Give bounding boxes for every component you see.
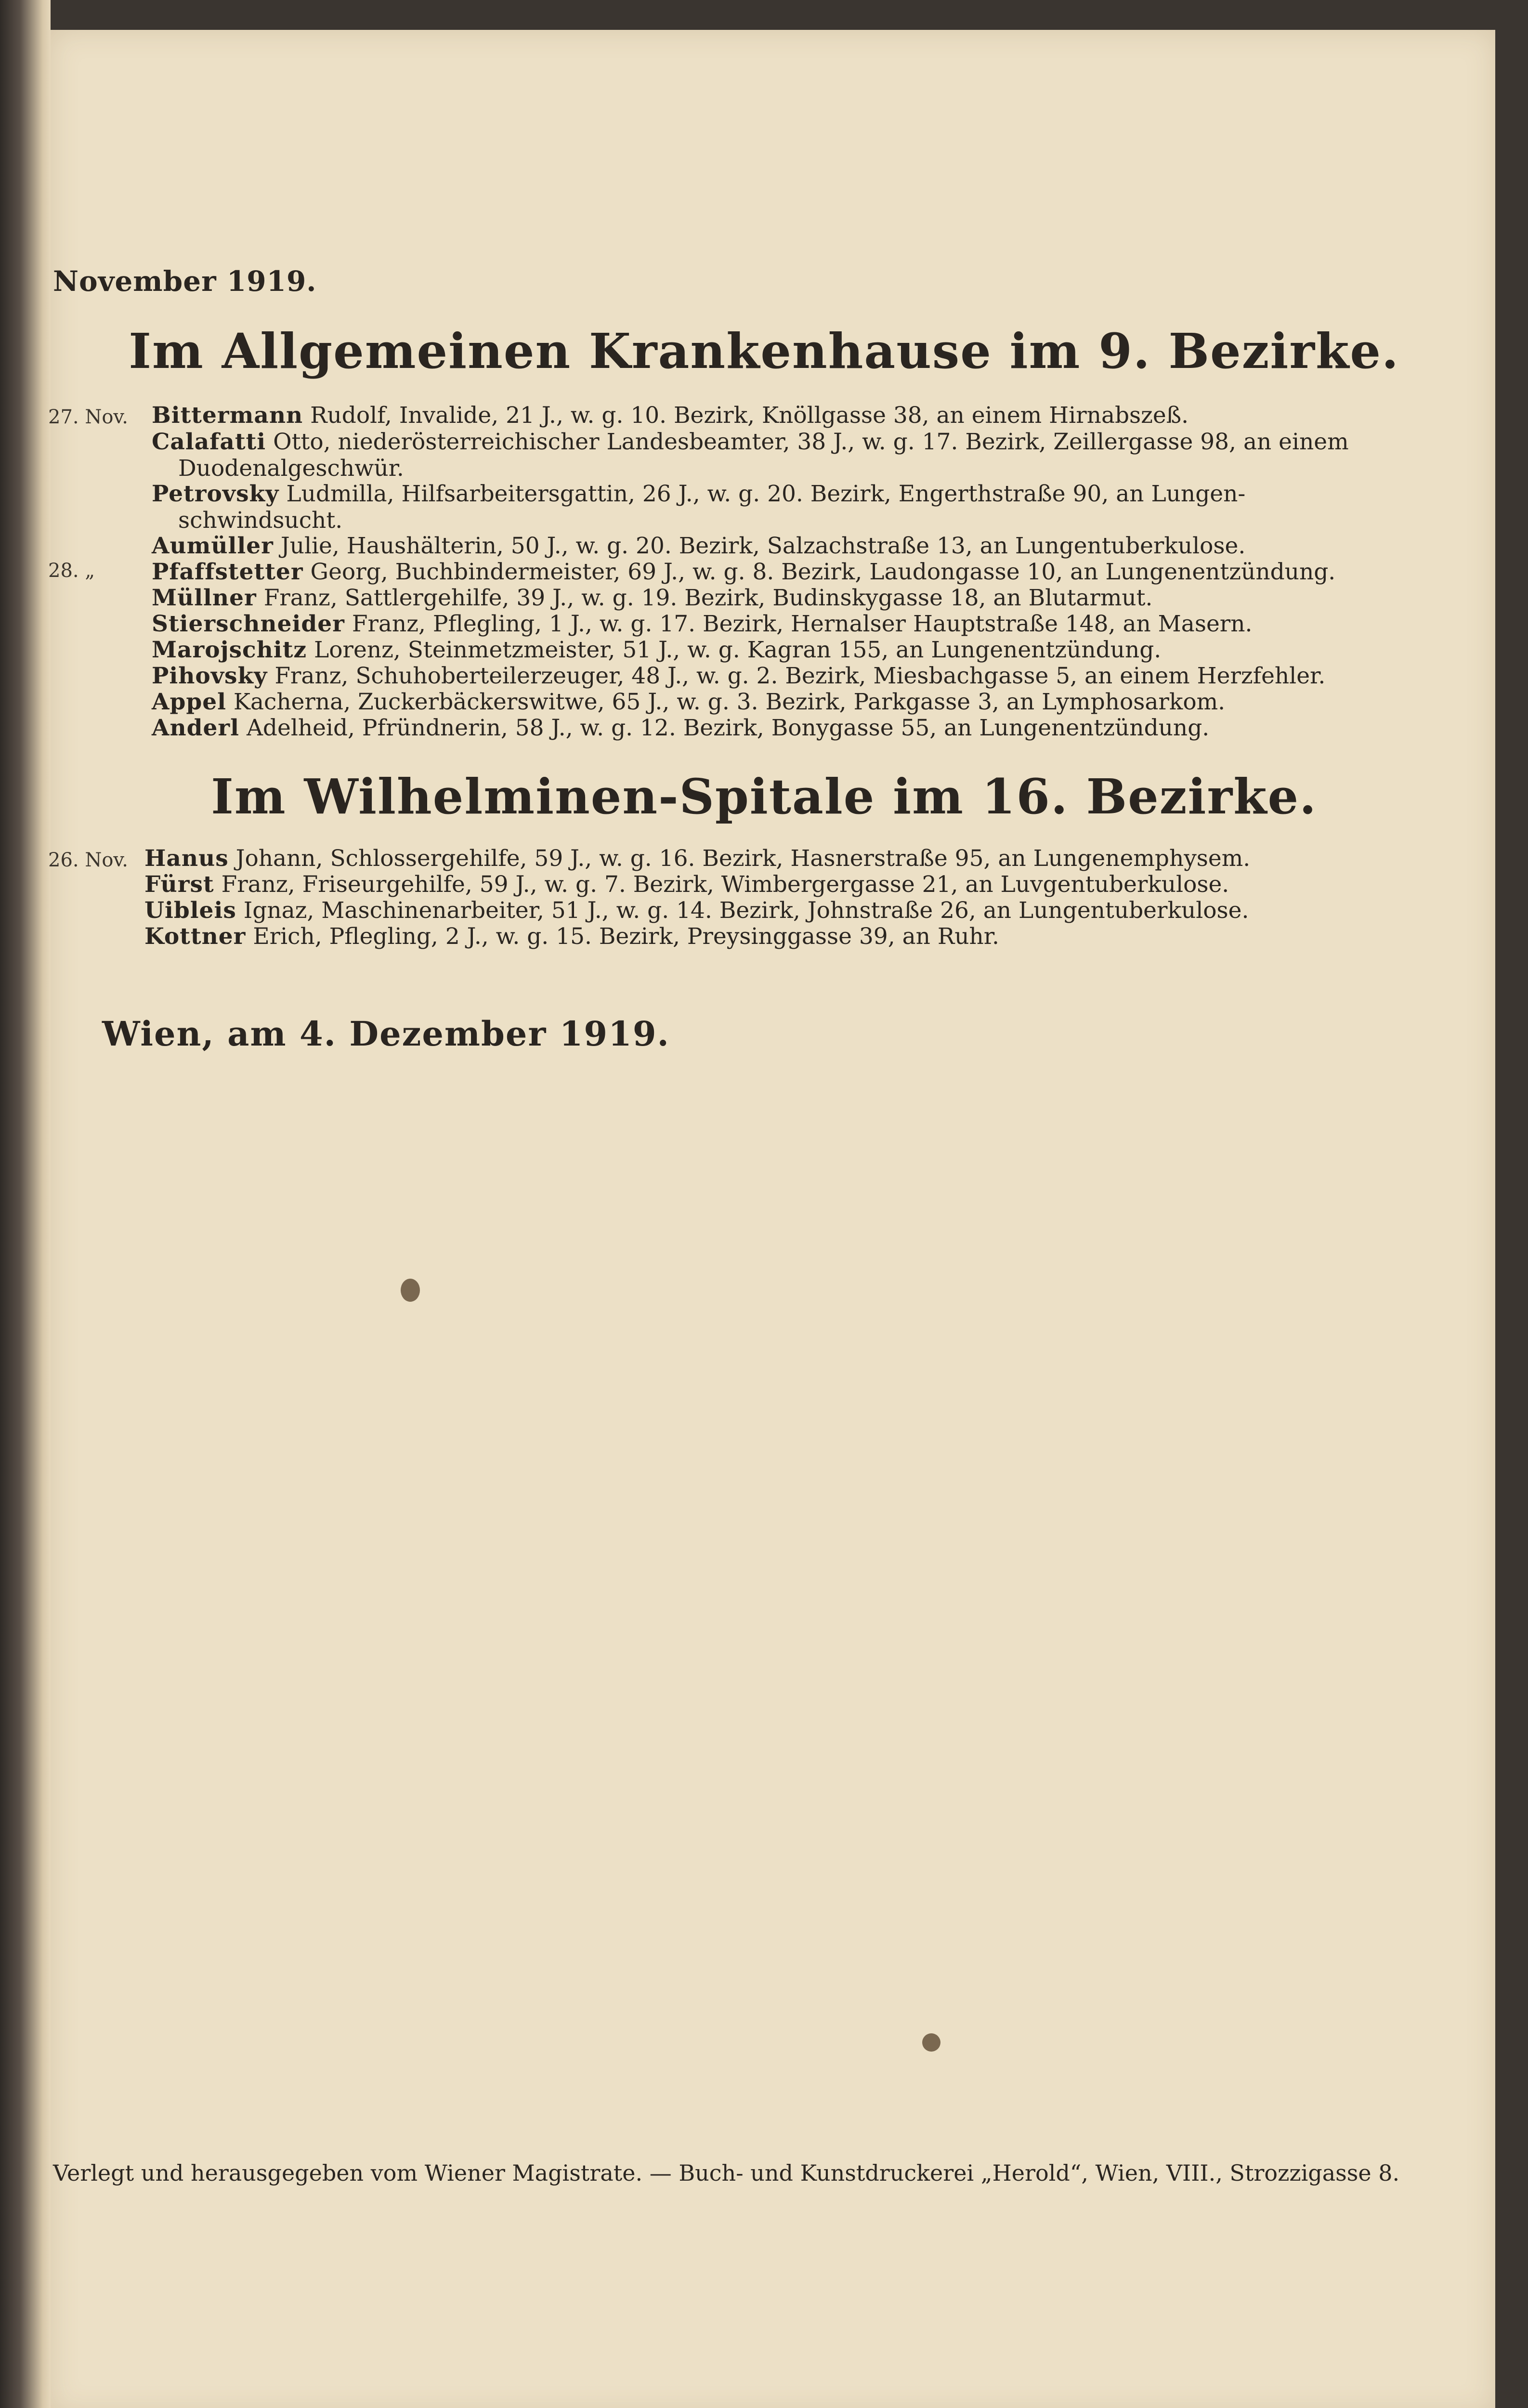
death-entry: Hanus Johann, Schlossergehilfe, 59 J., w. g. 16. Bezirk, Hasnerstraße 95, an Lungenemphysem. bbox=[144, 845, 1251, 872]
death-entry: Petrovsky Ludmilla, Hilfsarbeitersgattin, 26 J., w. g. 20. Bezirk, Engerthstraße 90, an Lungen- bbox=[152, 481, 1246, 507]
date-label: 27. Nov. bbox=[48, 406, 128, 428]
section-title-general-hospital: Im Allgemeinen Krankenhause im 9. Bezirke. bbox=[129, 323, 1399, 380]
paper-stain bbox=[922, 2033, 940, 2052]
death-entry: Calafatti Otto, niederösterreichischer Landesbeamter, 38 J., w. g. 17. Bezirk, Zeillergasse 98, an einem bbox=[152, 429, 1349, 455]
death-entry: Bittermann Rudolf, Invalide, 21 J., w. g. 10. Bezirk, Knöllgasse 38, an einem Hirnabszeß. bbox=[152, 402, 1189, 429]
page-header: November 1919. bbox=[53, 265, 317, 298]
death-entry: Anderl Adelheid, Pfründnerin, 58 J., w. g. 12. Bezirk, Bonygasse 55, an Lungenentzündung. bbox=[152, 715, 1210, 741]
death-entry: Marojschitz Lorenz, Steinmetzmeister, 51 J., w. g. Kagran 155, an Lungenentzündung. bbox=[152, 637, 1162, 663]
death-entry: Pfaffstetter Georg, Buchbindermeister, 69 J., w. g. 8. Bezirk, Laudongasse 10, an Lungenentzündung. bbox=[152, 559, 1336, 585]
date-label: 26. Nov. bbox=[48, 849, 128, 871]
death-entry: Appel Kacherna, Zuckerbäckerswitwe, 65 J., w. g. 3. Bezirk, Parkgasse 3, an Lymphosarkom. bbox=[152, 689, 1226, 715]
death-entry: Stierschneider Franz, Pflegling, 1 J., w. g. 17. Bezirk, Hernalser Hauptstraße 148, an Masern. bbox=[152, 611, 1253, 637]
entry-continuation: Duodenalgeschwür. bbox=[178, 455, 404, 482]
death-entry: Uibleis Ignaz, Maschinenarbeiter, 51 J., w. g. 14. Bezirk, Johnstraße 26, an Lungentuberkulose. bbox=[144, 897, 1249, 924]
date-label: 28. „ bbox=[48, 560, 95, 582]
death-entry: Aumüller Julie, Haushälterin, 50 J., w. g. 20. Bezirk, Salzachstraße 13, an Lungentuberkulose. bbox=[152, 533, 1246, 559]
closing-date-line: Wien, am 4. Dezember 1919. bbox=[102, 1014, 670, 1054]
publisher-footer: Verlegt und herausgegeben vom Wiener Magistrate. — Buch- und Kunstdruckerei „Herold“, Wien, VIII., Strozzigasse 8. bbox=[53, 2160, 1400, 2186]
death-entry: Müllner Franz, Sattlergehilfe, 39 J., w. g. 19. Bezirk, Budinskygasse 18, an Blutarmut. bbox=[152, 585, 1153, 611]
death-entry: Kottner Erich, Pflegling, 2 J., w. g. 15. Bezirk, Preysinggasse 39, an Ruhr. bbox=[144, 923, 999, 950]
paper-stain bbox=[401, 1279, 420, 1302]
section-title-wilhelminen-hospital: Im Wilhelminen-Spitale im 16. Bezirke. bbox=[211, 768, 1317, 825]
death-entry: Fürst Franz, Friseurgehilfe, 59 J., w. g. 7. Bezirk, Wimbergergasse 21, an Luvgentuberkulose. bbox=[144, 871, 1229, 898]
entry-continuation: schwindsucht. bbox=[178, 507, 343, 534]
document-page bbox=[51, 30, 1495, 2408]
death-entry: Pihovsky Franz, Schuhoberteilerzeuger, 48 J., w. g. 2. Bezirk, Miesbachgasse 5, an einem Herzfehler. bbox=[152, 663, 1326, 689]
